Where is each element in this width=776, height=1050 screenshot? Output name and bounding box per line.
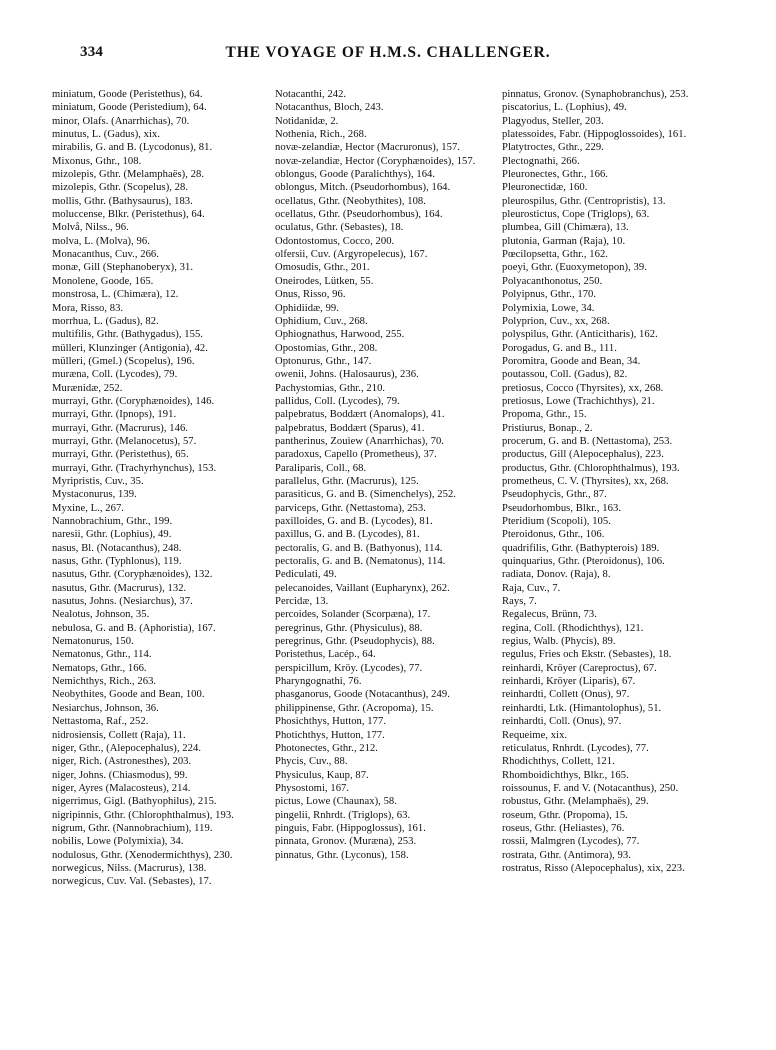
index-entry: plumbea, Gill (Chimæra), 13. xyxy=(502,222,629,234)
index-entry: miniatum, Goode (Peristedium), 64. xyxy=(52,102,207,114)
index-entry: nidrosiensis, Collett (Raja), 11. xyxy=(52,729,186,741)
index-entry: murrayi, Gthr. (Coryphænoides), 146. xyxy=(52,395,215,407)
index-entry: Neobythites, Goode and Bean, 100. xyxy=(52,689,205,701)
index-entry: Nematops, Gthr., 166. xyxy=(52,662,147,674)
index-entry: philippinense, Gthr. (Acropoma), 15. xyxy=(275,702,434,714)
index-entry: Phycis, Cuv., 88. xyxy=(275,756,348,768)
index-entry: Plagyodus, Steller, 203. xyxy=(502,115,604,127)
index-entry: pelecanoides, Vaillant (Eupharynx), 262. xyxy=(275,582,450,594)
index-entry: Pharyngognathi, 76. xyxy=(275,676,362,688)
index-entry: Nothenia, Rich., 268. xyxy=(275,129,367,141)
index-entry: Ophiognathus, Harwood, 255. xyxy=(275,329,405,341)
index-entry: moluccense, Blkr. (Peristethus), 64. xyxy=(52,209,205,221)
index-entry: Rhodichthys, Collett, 121. xyxy=(502,756,615,768)
index-entry: Physiculus, Kaup, 87. xyxy=(275,769,369,781)
index-entry: reinhardi, Kröyer (Liparis), 67. xyxy=(502,676,636,688)
index-entry: nasutus, Gthr. (Coryphænoides), 132. xyxy=(52,569,213,581)
index-entry: parviceps, Gthr. (Nettastoma), 253. xyxy=(275,502,426,514)
index-entry: paradoxus, Capello (Prometheus), 37. xyxy=(275,449,437,461)
index-entry: minor, Olafs. (Anarrhichas), 70. xyxy=(52,115,190,127)
index-entry: procerum, G. and B. (Nettastoma), 253. xyxy=(502,435,673,447)
index-entry: Pachystomias, Gthr., 210. xyxy=(275,382,386,394)
index-entry: murrayi, Gthr. (Trachyrhynchus), 153. xyxy=(52,462,217,474)
index-entry: ocellatus, Gthr. (Neobythites), 108. xyxy=(275,195,426,207)
index-entry: Regalecus, Brünn, 73. xyxy=(502,609,597,621)
index-entry: paxilloides, G. and B. (Lycodes), 81. xyxy=(275,516,433,527)
index-entry: palpebratus, Boddært (Anomalops), 41. xyxy=(275,409,445,421)
index-entry: Nematonurus, 150. xyxy=(52,636,134,648)
index-entry: Molvå, Nilss., 96. xyxy=(52,222,129,234)
index-entry: mülleri, Klunzinger (Antigonia), 42. xyxy=(52,342,208,354)
index-entry: nasus, Bl. (Notacanthus), 248. xyxy=(52,542,182,554)
index-entry: pinguis, Fabr. (Hippoglossus), 161. xyxy=(275,822,426,834)
index-entry: murrayi, Gthr. (Peristethus), 65. xyxy=(52,449,189,461)
index-entry: reinhardi, Kröyer (Careproctus), 67. xyxy=(502,662,657,674)
index-entry: Poromitra, Goode and Bean, 34. xyxy=(502,355,641,367)
index-entry: rostrata, Gthr. (Antimora), 93. xyxy=(502,849,631,861)
index-entry: monstrosa, L. (Chimæra), 12. xyxy=(52,289,179,301)
index-entry: Pteridium (Scopoli), 105. xyxy=(502,516,611,527)
index-entry: Oneirodes, Lütken, 55. xyxy=(275,275,374,287)
index-entry: Monolene, Goode, 165. xyxy=(52,275,154,287)
index-entry: parallelus, Gthr. (Macrurus), 125. xyxy=(275,475,419,487)
index-entry: Notacanthi, 242. xyxy=(275,89,347,100)
index-entry: mollis, Gthr. (Bathysaurus), 183. xyxy=(52,195,193,207)
index-entry: peregrinus, Gthr. (Pseudophycis), 88. xyxy=(275,636,435,648)
index-entry: murrayi, Gthr. (Melanocetus), 57. xyxy=(52,435,197,447)
index-entry: reticulatus, Rnhrdt. (Lycodes), 77. xyxy=(502,742,649,754)
index-entry: roissounus, F. and V. (Notacanthus), 250. xyxy=(502,782,679,794)
index-columns xyxy=(52,88,724,889)
index-entry: Nemichthys, Rich., 263. xyxy=(52,676,157,688)
index-entry: platessoides, Fabr. (Hippoglossoides), 161. xyxy=(502,129,687,141)
index-entry: minutus, L. (Gadus), xix. xyxy=(52,129,161,141)
index-entry: nasutus, Johns. (Nesiarchus), 37. xyxy=(52,596,193,608)
index-entry: Pleuronectidæ, 160. xyxy=(502,182,588,194)
index-entry: norwegicus, Nilss. (Macrurus), 138. xyxy=(52,862,207,874)
index-entry: Nettastoma, Raf., 252. xyxy=(52,716,149,728)
index-entry: mizolepis, Gthr. (Melamphaës), 28. xyxy=(52,169,205,181)
index-entry: quadrifilis, Gthr. (Bathypterois) 189. xyxy=(502,542,660,554)
index-entry: Pristiurus, Bonap., 2. xyxy=(502,422,593,434)
index-entry: perspicillum, Kröy. (Lycodes), 77. xyxy=(275,662,423,674)
index-entry: niger, Rich. (Astronesthes), 203. xyxy=(52,756,192,768)
index-entry: regina, Coll. (Rhodichthys), 121. xyxy=(502,622,644,634)
index-entry: Pseudorhombus, Blkr., 163. xyxy=(502,502,622,514)
index-entry: Rhomboidichthys, Blkr., 165. xyxy=(502,769,629,781)
index-entry: muræna, Coll. (Lycodes), 79. xyxy=(52,369,178,381)
index-entry: palpebratus, Boddært (Sparus), 41. xyxy=(275,422,425,434)
index-entry: Polyacanthonotus, 250. xyxy=(502,275,603,287)
index-entry: Physostomi, 167. xyxy=(275,782,350,794)
index-entry: Opostomias, Gthr., 208. xyxy=(275,342,378,354)
index-entry: pantherinus, Zouiew (Anarrhichas), 70. xyxy=(275,435,444,447)
index-entry: Optonurus, Gthr., 147. xyxy=(275,355,372,367)
index-entry: Ophidiidæ, 99. xyxy=(275,302,339,314)
index-entry: peregrinus, Gthr. (Physiculus), 88. xyxy=(275,622,423,634)
index-entry: prometheus, C. V. (Thyrsites), xx, 268. xyxy=(502,475,669,487)
index-entry: Photonectes, Gthr., 212. xyxy=(275,742,379,754)
index-entry: oculatus, Gthr. (Sebastes), 18. xyxy=(275,222,404,234)
index-entry: Ophidium, Cuv., 268. xyxy=(275,315,368,327)
index-entry: mülleri, (Gmel.) (Scopelus), 196. xyxy=(52,355,195,367)
index-column-left xyxy=(52,88,266,889)
index-entry: Photichthys, Hutton, 177. xyxy=(275,729,385,741)
index-entry: miniatum, Goode (Peristethus), 64. xyxy=(52,89,203,100)
running-title: THE VOYAGE OF H.M.S. CHALLENGER. xyxy=(225,44,551,61)
index-entry: percoides, Solander (Scorpæna), 17. xyxy=(275,609,431,621)
index-column-middle xyxy=(275,88,493,862)
index-entry: pleurostictus, Cope (Triglops), 63. xyxy=(502,209,650,221)
index-entry: Plectognathi, 266. xyxy=(502,155,580,167)
index-entry: parasiticus, G. and B. (Simenchelys), 252. xyxy=(275,489,456,501)
index-entry: Raja, Cuv., 7. xyxy=(502,582,561,594)
index-entry: regius, Walb. (Phycis), 89. xyxy=(502,636,616,648)
index-entry: Myxine, L., 267. xyxy=(52,502,125,514)
index-entry: owenii, Johns. (Halosaurus), 236. xyxy=(275,369,419,381)
index-entry: roseum, Gthr. (Propoma), 15. xyxy=(502,809,628,821)
page-header xyxy=(52,44,724,78)
index-entry: Nealotus, Johnson, 35. xyxy=(52,609,150,621)
index-entry: paxillus, G. and B. (Lycodes), 81. xyxy=(275,529,420,541)
index-entry: rossii, Malmgren (Lycodes), 77. xyxy=(502,836,640,848)
index-entry: niger, Johns. (Chiasmodus), 99. xyxy=(52,769,188,781)
index-entry: Odontostomus, Cocco, 200. xyxy=(275,235,395,247)
index-entry: niger, Gthr., (Alepocephalus), 224. xyxy=(52,742,202,754)
index-entry: polyspilus, Gthr. (Anticitharis), 162. xyxy=(502,329,658,341)
index-entry: Notidanidæ, 2. xyxy=(275,115,339,127)
index-entry: pleurospilus, Gthr. (Centropristis), 13. xyxy=(502,195,666,207)
index-entry: nobilis, Lowe (Polymixia), 34. xyxy=(52,836,184,848)
index-entry: Nematonus, Gthr., 114. xyxy=(52,649,152,661)
index-entry: reinhardti, Collett (Onus), 97. xyxy=(502,689,630,701)
index-entry: rostratus, Risso (Alepocephalus), xix, 223. xyxy=(502,862,685,874)
index-entry: Pleuronectes, Gthr., 166. xyxy=(502,169,608,181)
index-entry: Phosichthys, Hutton, 177. xyxy=(275,716,387,728)
index-entry: Platytroctes, Gthr., 229. xyxy=(502,142,604,154)
index-entry: Pseudophycis, Gthr., 87. xyxy=(502,489,607,501)
index-entry: Mora, Risso, 83. xyxy=(52,302,124,314)
index-column-right xyxy=(502,88,724,875)
index-entry: radiata, Donov. (Raja), 8. xyxy=(502,569,611,581)
index-entry: Polyprion, Cuv., xx, 268. xyxy=(502,315,610,327)
index-entry: mirabilis, G. and B. (Lycodonus), 81. xyxy=(52,142,213,154)
index-entry: murrayi, Gthr. (Ipnops), 191. xyxy=(52,409,177,421)
index-entry: nigerrimus, Gigl. (Bathyophilus), 215. xyxy=(52,796,217,808)
index-entry: nebulosa, G. and B. (Aphoristia), 167. xyxy=(52,622,216,634)
index-entry: pinnatus, Gronov. (Synaphobranchus), 253. xyxy=(502,89,689,100)
index-entry: nigripinnis, Gthr. (Chlorophthalmus), 193. xyxy=(52,809,234,821)
index-entry: pinnatus, Gthr. (Lyconus), 158. xyxy=(275,849,409,861)
index-entry: Nannobrachium, Gthr., 199. xyxy=(52,516,173,527)
index-entry: robustus, Gthr. (Melamphaës), 29. xyxy=(502,796,649,808)
index-entry: pinnata, Gronov. (Muræna), 253. xyxy=(275,836,417,848)
index-entry: productus, Gthr. (Chlorophthalmus), 193. xyxy=(502,462,680,474)
index-entry: nigrum, Gthr. (Nannobrachium), 119. xyxy=(52,822,213,834)
index-entry: ocellatus, Gthr. (Pseudorhombus), 164. xyxy=(275,209,443,221)
index-entry: plutonia, Garman (Raja), 10. xyxy=(502,235,626,247)
index-entry: novæ-zelandiæ, Hector (Macruronus), 157. xyxy=(275,142,460,154)
index-entry: murrayi, Gthr. (Macrurus), 146. xyxy=(52,422,188,434)
index-entry: oblongus, Mitch. (Pseudorhombus), 164. xyxy=(275,182,451,194)
index-entry: Pœcilopsetta, Gthr., 162. xyxy=(502,249,609,261)
index-entry: Murænidæ, 252. xyxy=(52,382,123,394)
index-entry: Polymixia, Lowe, 34. xyxy=(502,302,595,314)
index-entry: pectoralis, G. and B. (Nematonus), 114. xyxy=(275,556,446,568)
index-entry: Mixonus, Gthr., 108. xyxy=(52,155,142,167)
index-entry: nasus, Gthr. (Typhlonus), 119. xyxy=(52,556,182,568)
index-entry: pretiosus, Cocco (Thyrsites), xx, 268. xyxy=(502,382,664,394)
index-entry: mizolepis, Gthr. (Scopelus), 28. xyxy=(52,182,189,194)
index-entry: naresii, Gthr. (Lophius), 49. xyxy=(52,529,172,541)
index-entry: Notacanthus, Bloch, 243. xyxy=(275,102,384,114)
index-entry: regulus, Fries och Ekstr. (Sebastes), 18. xyxy=(502,649,672,661)
index-entry: Pediculati, 49. xyxy=(275,569,337,581)
index-entry: phasganorus, Goode (Notacanthus), 249. xyxy=(275,689,450,701)
index-entry: Nesiarchus, Johnson, 36. xyxy=(52,702,159,714)
index-entry: Paraliparis, Coll., 68. xyxy=(275,462,367,474)
index-entry: oblongus, Goode (Paralichthys), 164. xyxy=(275,169,436,181)
index-entry: Rays, 7. xyxy=(502,596,537,608)
index-entry: novæ-zelandiæ, Hector (Coryphænoides), 157. xyxy=(275,155,476,167)
index-entry: Omosudis, Gthr., 201. xyxy=(275,262,370,274)
index-entry: pingelii, Rnhrdt. (Triglops), 63. xyxy=(275,809,411,821)
index-entry: nasutus, Gthr. (Macrurus), 132. xyxy=(52,582,187,594)
index-entry: Onus, Risso, 96. xyxy=(275,289,346,301)
index-entry: reinhardti, Coll. (Onus), 97. xyxy=(502,716,622,728)
index-entry: nodulosus, Gthr. (Xenodermichthys), 230. xyxy=(52,849,233,861)
index-entry: niger, Ayres (Malacosteus), 214. xyxy=(52,782,191,794)
index-entry: Propoma, Gthr., 15. xyxy=(502,409,587,421)
index-entry: pictus, Lowe (Chaunax), 58. xyxy=(275,796,397,808)
index-entry: quinquarius, Gthr. (Pteroidonus), 106. xyxy=(502,556,665,568)
index-entry: Percidæ, 13. xyxy=(275,596,329,608)
index-entry: Myripristis, Cuv., 35. xyxy=(52,475,144,487)
index-entry: morrhua, L. (Gadus), 82. xyxy=(52,315,159,327)
index-entry: olfersii, Cuv. (Argyropelecus), 167. xyxy=(275,249,428,261)
index-entry: poeyi, Gthr. (Euoxymetopon), 39. xyxy=(502,262,647,274)
index-entry: Poristethus, Lacép., 64. xyxy=(275,649,376,661)
index-entry: pallidus, Coll. (Lycodes), 79. xyxy=(275,395,400,407)
index-entry: Mystaconurus, 139. xyxy=(52,489,137,501)
index-entry: Pteroidonus, Gthr., 106. xyxy=(502,529,605,541)
page-number: 334 xyxy=(80,44,104,60)
index-entry: Monacanthus, Cuv., 266. xyxy=(52,249,159,261)
index-entry: norwegicus, Cuv. Val. (Sebastes), 17. xyxy=(52,876,212,888)
index-entry: pectoralis, G. and B. (Bathyonus), 114. xyxy=(275,542,443,554)
index-entry: monæ, Gill (Stephanoberyx), 31. xyxy=(52,262,194,274)
index-entry: reinhardti, Ltk. (Himantolophus), 51. xyxy=(502,702,662,714)
index-entry: poutassou, Coll. (Gadus), 82. xyxy=(502,369,628,381)
index-entry: productus, Gill (Alepocephalus), 223. xyxy=(502,449,664,461)
index-entry: piscatorius, L. (Lophius), 49. xyxy=(502,102,627,114)
index-entry: Porogadus, G. and B., 111. xyxy=(502,342,617,354)
index-entry: molva, L. (Molva), 96. xyxy=(52,235,150,247)
index-entry: Polyipnus, Gthr., 170. xyxy=(502,289,597,301)
index-entry: multifilis, Gthr. (Bathygadus), 155. xyxy=(52,329,203,341)
index-entry: Requeime, xix. xyxy=(502,729,568,741)
index-entry: pretiosus, Lowe (Trachichthys), 21. xyxy=(502,395,655,407)
index-entry: roseus, Gthr. (Heliastes), 76. xyxy=(502,822,625,834)
